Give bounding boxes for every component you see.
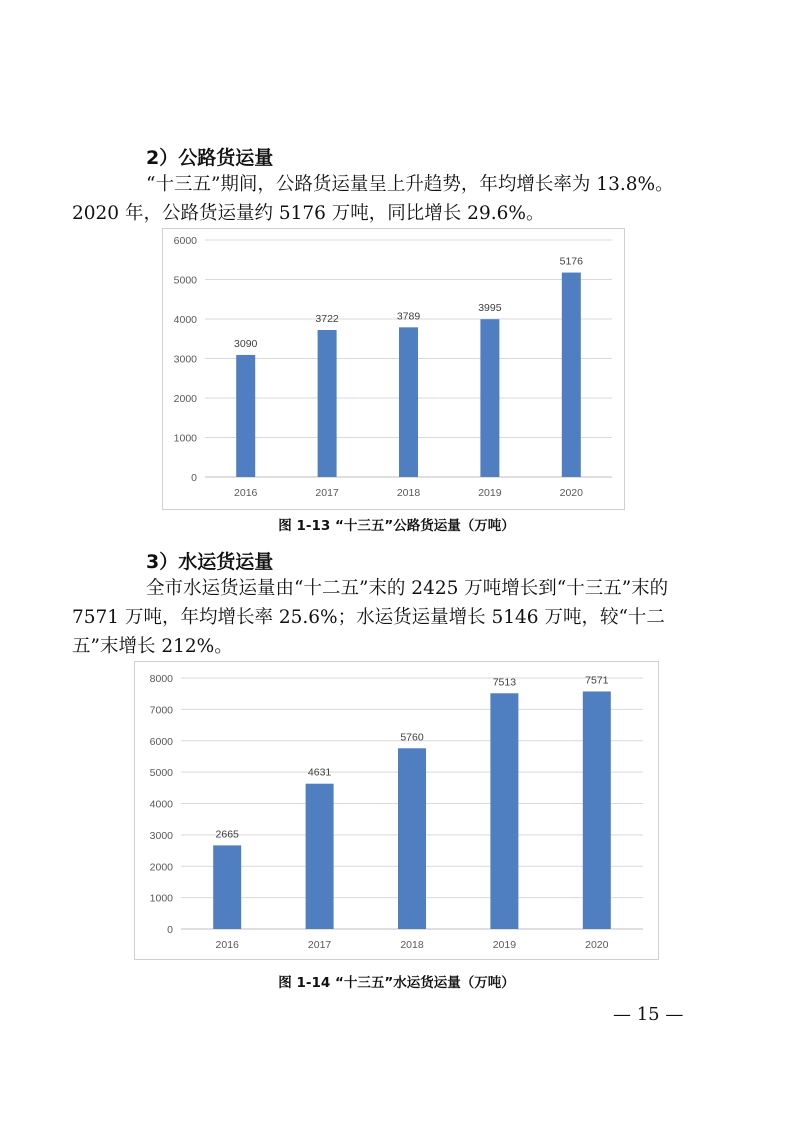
section-heading: 3）水运货运量 [146,551,274,573]
chart-container [162,228,625,510]
y-tick-label: 0 [167,924,173,936]
chart-container [134,661,659,960]
data-label: 3995 [478,302,502,315]
x-tick-label: 2019 [492,939,517,951]
y-tick-label: 5000 [149,767,173,780]
y-tick-label: 6000 [173,235,197,247]
paragraph-line: 2020 年，公路货运量约 5176 万吨，同比增长 29.6%。 [72,203,545,224]
data-label: 3090 [234,337,258,350]
bar-chart [135,662,658,959]
y-tick-label: 3000 [173,353,197,366]
bar [399,327,418,477]
figure-caption: 图 1-13 “十三五”公路货运量（万吨） [278,518,515,534]
data-label: 2665 [215,828,239,841]
bar [236,355,255,477]
bar [583,691,611,929]
y-tick-label: 4000 [173,314,197,326]
data-label: 3789 [396,310,421,323]
section-paragraph [72,574,694,661]
paragraph-line: “十三五”期间，公路货运量呈上升趋势，年均增长率为 13.8%。 [146,174,674,195]
x-tick-label: 2020 [559,487,583,499]
y-tick-label: 6000 [149,735,173,748]
y-tick-label: 5000 [173,274,197,287]
y-tick-label: 2000 [173,393,197,405]
data-label: 7513 [492,676,517,689]
x-tick-label: 2018 [400,939,424,951]
x-tick-label: 2020 [585,939,609,951]
paragraph-line: 五”末增长 212%。 [72,636,233,657]
y-tick-label: 8000 [149,673,173,685]
bar [562,273,581,477]
figure-caption: 图 1-14 “十三五”水运货运量（万吨） [278,975,515,991]
data-label: 4631 [307,766,332,779]
x-tick-label: 2016 [215,939,239,951]
x-tick-label: 2017 [307,939,332,951]
y-tick-label: 2000 [149,861,173,874]
section-paragraph [72,170,694,228]
y-tick-label: 1000 [173,432,197,445]
x-tick-label: 2016 [234,487,258,499]
data-label: 5760 [400,731,424,744]
data-label: 7571 [585,674,609,687]
bar [490,693,518,929]
data-label: 5176 [559,255,583,268]
page-number: — 15 — [613,1004,684,1025]
bar [213,845,241,929]
y-tick-label: 7000 [149,704,173,717]
bar-chart [163,229,624,509]
x-tick-label: 2018 [396,487,421,499]
section-heading: 2）公路货运量 [146,147,274,169]
x-tick-label: 2019 [478,487,502,499]
y-tick-label: 4000 [149,798,173,811]
y-tick-label: 3000 [149,829,173,842]
x-tick-label: 2017 [315,487,339,499]
y-tick-label: 1000 [149,892,173,905]
bar [398,748,426,929]
bar [318,330,337,477]
paragraph-line: 7571 万吨，年均增长率 25.6%；水运货运量增长 5146 万吨，较“十二 [72,607,665,628]
data-label: 3722 [315,312,339,325]
y-tick-label: 0 [191,472,197,484]
bar [480,319,499,477]
paragraph-line: 全市水运货运量由“十二五”末的 2425 万吨增长到“十三五”末的 [146,578,669,599]
bar [306,784,334,929]
